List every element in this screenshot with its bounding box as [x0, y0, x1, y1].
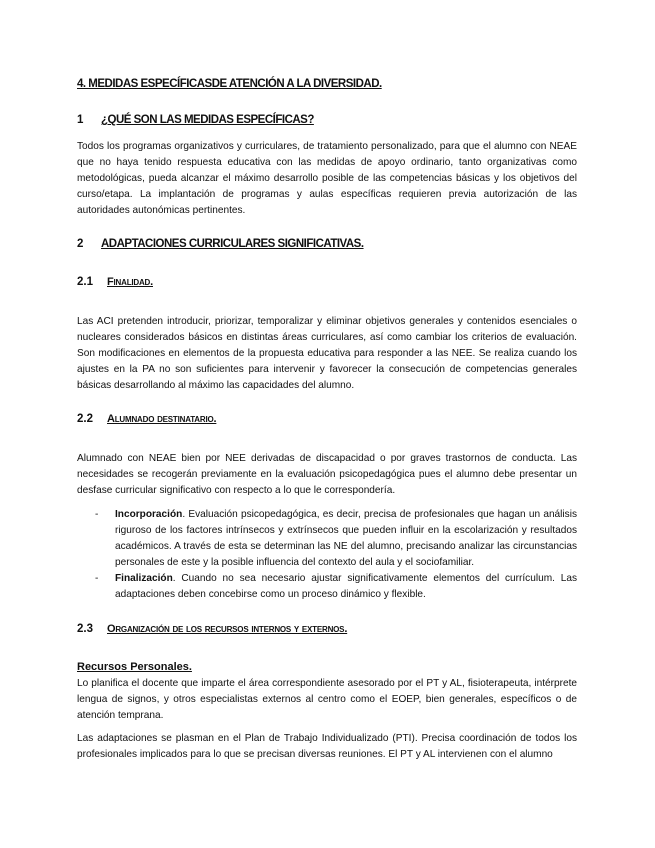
bullet-list	[77, 507, 577, 603]
heading-2-2-number: 2.2	[77, 413, 93, 425]
heading-2-3-number: 2.3	[77, 623, 93, 635]
list-dash: -	[95, 509, 99, 520]
paragraph-recursos-2: Las adaptaciones se plasman en el Plan de Trabajo Individualizado (PTI). Precisa coordinación de todos los profesionales implicados para lo que se precisan diversas reuniones. El PT y AL intervienen con el alumno	[77, 733, 577, 760]
list-item-incorporacion	[77, 507, 577, 571]
paragraph-finalidad: Las ACI pretenden introducir, priorizar, temporalizar y eliminar objetivos generales y contenidos esenciales o nucleares considerados básicos en distintas áreas curriculares, así como cambiar los criterios de evaluación. Son modificaciones en elementos de la propuesta educativa para responder a las NEE. Se realiza cuando los ajustes en la PA no son suficientes para intervenir y favorecer la consecución de competencias generales básicas desarrollando al máximo las capacidades del alumno.	[77, 316, 577, 391]
list-text: . Cuando no sea necesario ajustar significativamente elementos del currículum. Las adaptaciones deben concebirse como un proceso dinámico y flexible.	[115, 573, 577, 600]
paragraph-alumnado: Alumnado con NEAE bien por NEE derivadas de discapacidad o por graves trastornos de conducta. Las necesidades se recogerán previamente en la evaluación psicopedagógica pues el alumno debe presentar un desfase curricular significativo con respecto a lo que le correspondería.	[77, 453, 577, 496]
heading-2-number: 2	[77, 238, 83, 250]
list-term: Incorporación	[115, 509, 183, 520]
heading-2-3	[77, 623, 347, 635]
list-dash: -	[95, 573, 99, 584]
subheading-recursos: Recursos Personales.	[77, 661, 192, 673]
heading-1-title: ¿QUÉ SON LAS MEDIDAS ESPECÍFICAS?	[101, 114, 314, 126]
heading-2-title: ADAPTACIONES CURRICULARES SIGNIFICATIVAS.	[101, 238, 364, 250]
list-term: Finalización	[115, 573, 173, 584]
paragraph-specific-measures: Todos los programas organizativos y curriculares, de tratamiento personalizado, para que el alumno con NEAE que no haya tenido respuesta educativa con las medidas de apoyo ordinario, tanto organizativas como metodológicas, pueda alcanzar el máximo desarrollo posible de las competencias básicas y los objetivos del curso/etapa. La implantación de programas y aulas específicas requieren previa autorización de las autoridades autonómicas pertinentes.	[77, 141, 577, 216]
heading-1	[77, 114, 314, 126]
list-item-finalizacion	[77, 571, 577, 603]
paragraph-recursos-1: Lo planifica el docente que imparte el área correspondiente asesorado por el PT y AL, fisioterapeuta, intérprete lengua de signos, y otros especialistas externos al centro como el EOEP, bien generales, específicos o de atención temprana.	[77, 678, 577, 721]
heading-2-1	[77, 276, 153, 288]
heading-2-3-title: Organización de los recursos internos y externos.	[107, 623, 348, 635]
heading-2-1-number: 2.1	[77, 276, 93, 288]
section-title: 4. MEDIDAS ESPECÍFICASDE ATENCIÓN A LA DIVERSIDAD.	[77, 78, 382, 90]
list-text: . Evaluación psicopedagógica, es decir, precisa de profesionales que hagan un análisis riguroso de los factores intrínsecos y extrínsecos que pueden influir en la escolarización y resultados académicos. A través de esta se determinan las NE del alumno, precisando analizar las circunstancias personales de este y la posible influencia del contexto del aula y el sociofamiliar.	[115, 509, 577, 568]
heading-2-2	[77, 413, 216, 425]
heading-2	[77, 238, 364, 250]
heading-1-number: 1	[77, 114, 83, 126]
heading-2-1-title: Finalidad.	[107, 276, 153, 288]
heading-2-2-title: Alumnado destinatario.	[107, 413, 217, 425]
